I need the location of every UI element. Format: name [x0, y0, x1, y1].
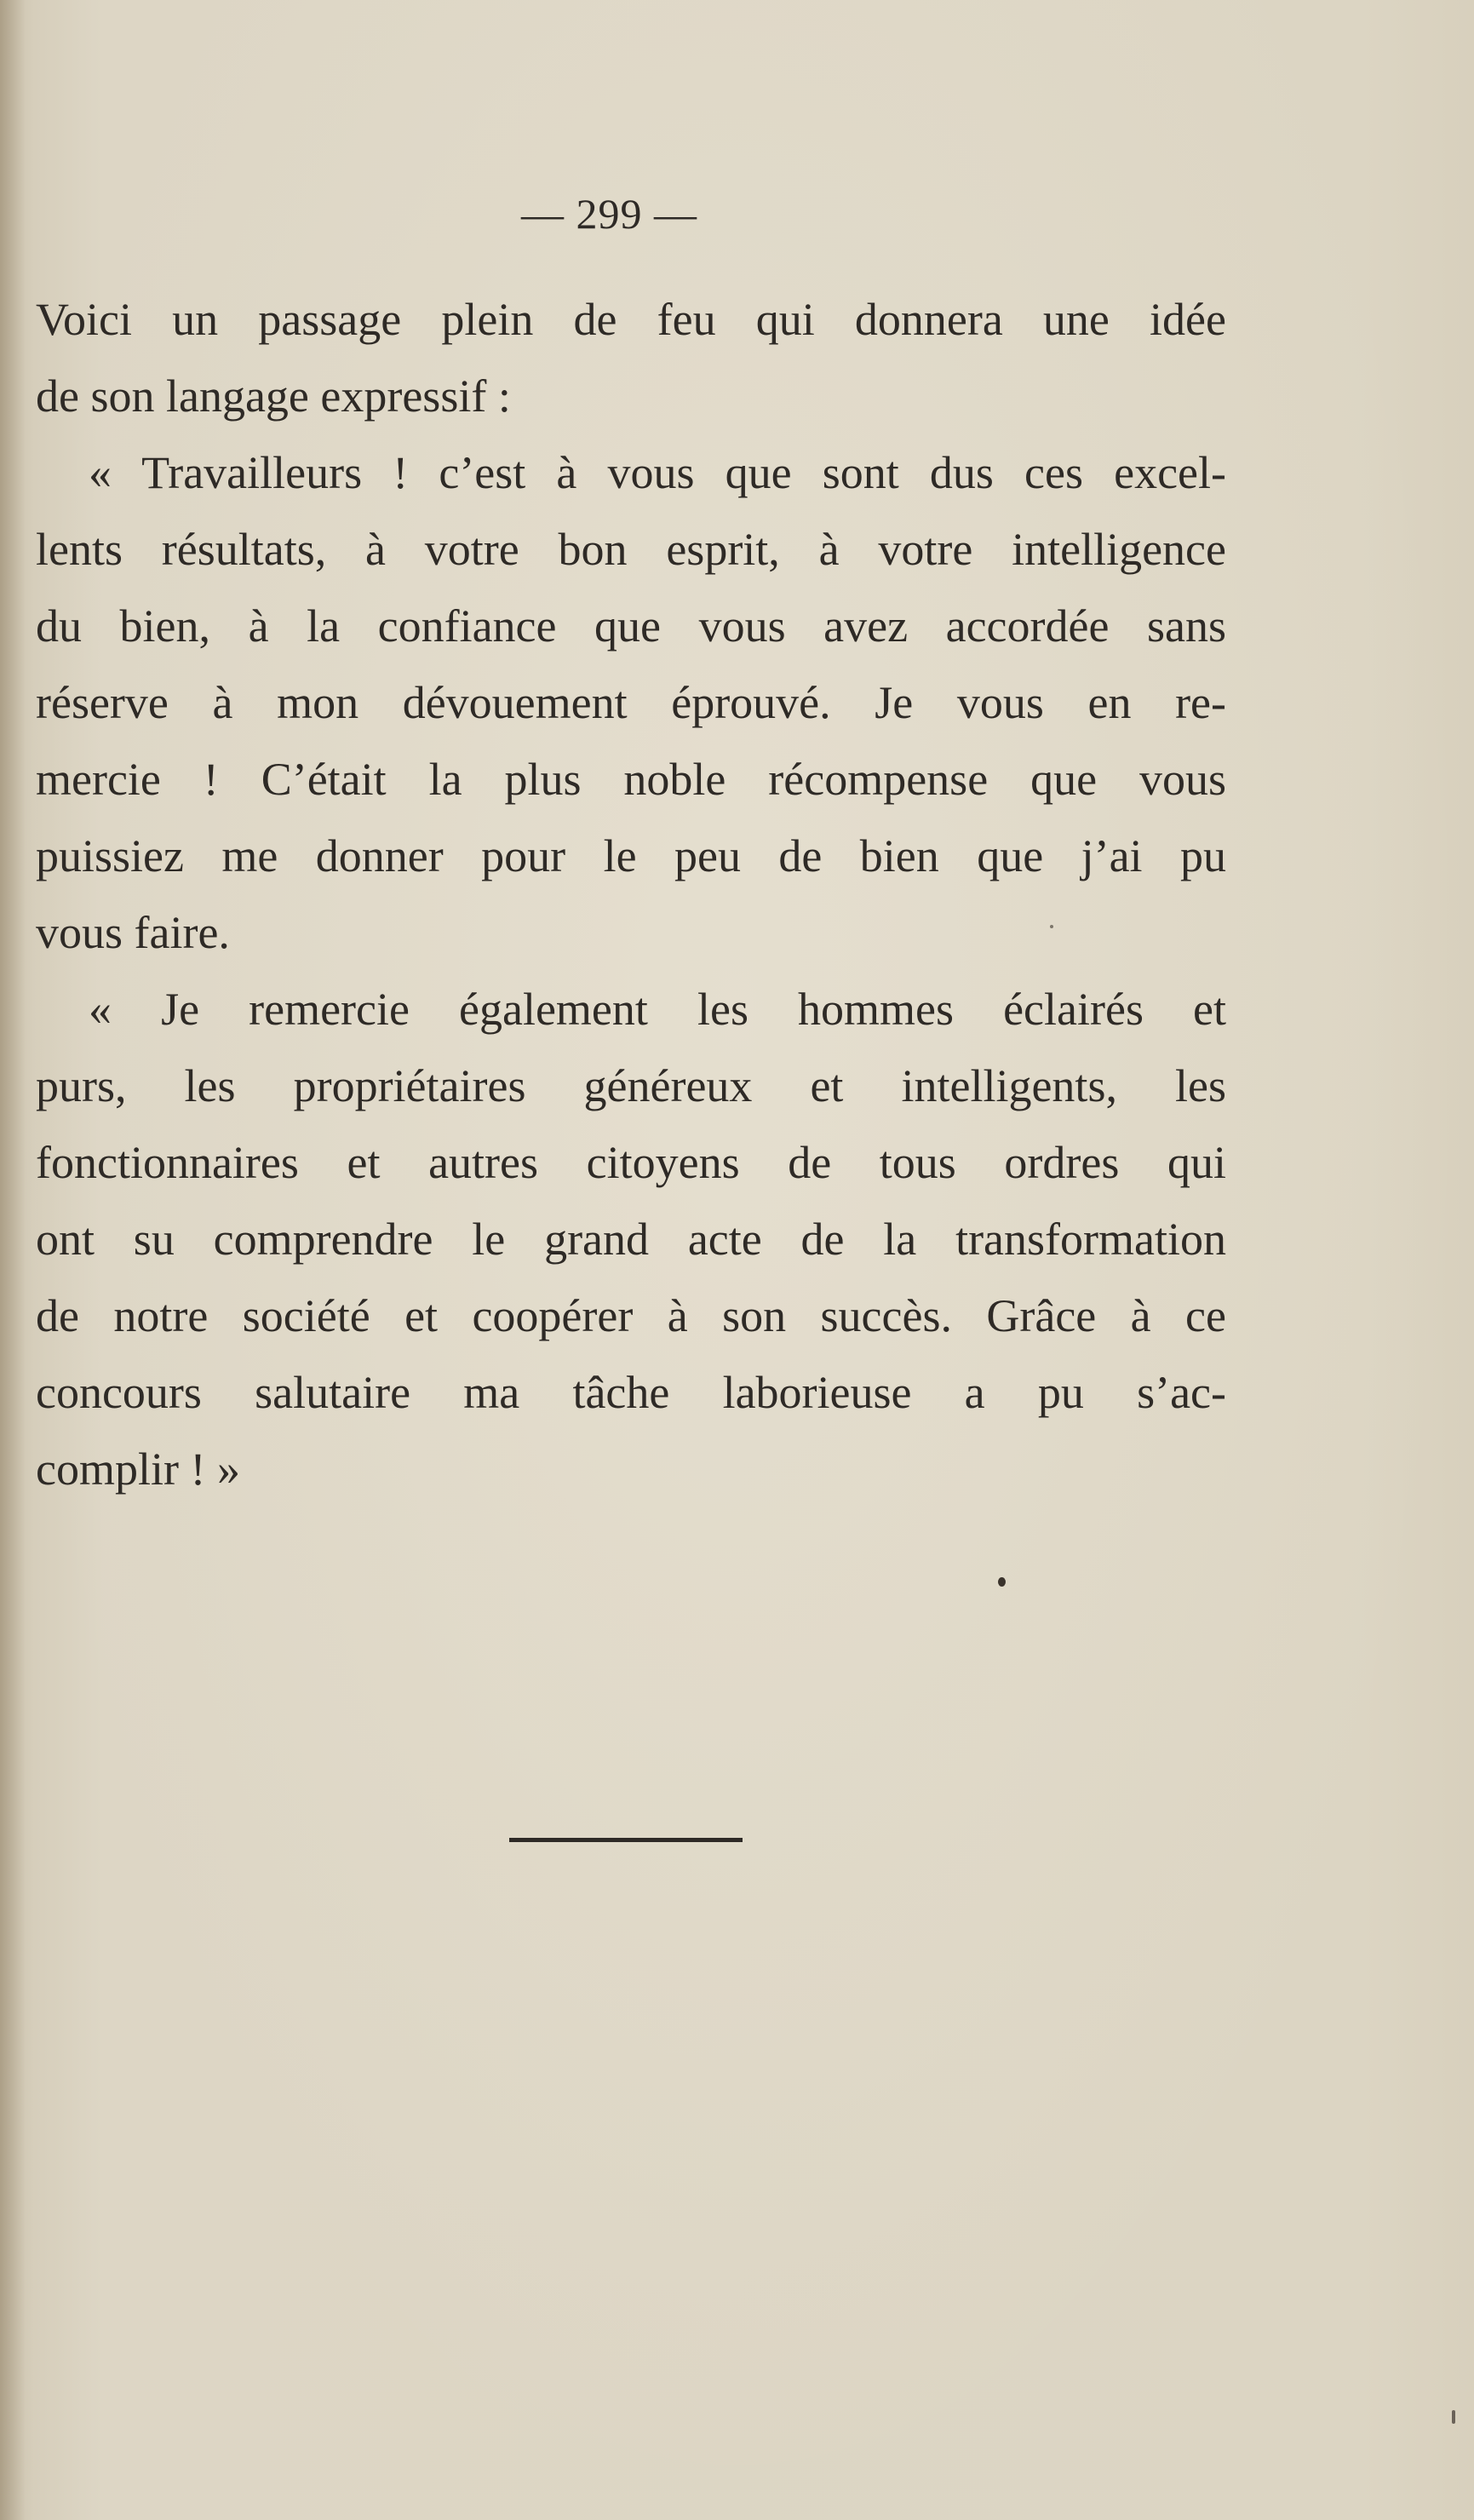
section-divider-rule: [509, 1838, 743, 1842]
body-text: [36, 281, 1226, 1507]
text-line: de son langage expressif :: [36, 370, 511, 422]
text-line: lents résultats, à votre bon esprit, à votre intelligence: [36, 524, 1226, 575]
text-line: fonctionnaires et autres citoyens de tous ordres qui: [36, 1137, 1226, 1188]
text-line: du bien, à la confiance que vous avez accordée sans: [36, 600, 1226, 652]
text-line: concours salutaire ma tâche laborieuse a pu s’ac-: [36, 1367, 1226, 1418]
text-line: Voici un passage plein de feu qui donnera une idée: [36, 294, 1226, 345]
text-line: puissiez me donner pour le peu de bien que j’ai pu: [36, 830, 1226, 881]
ink-speck: [1452, 2410, 1455, 2424]
page-number-label: — 299 —: [521, 190, 697, 238]
ink-speck: [1050, 925, 1053, 928]
text-line: purs, les propriétaires généreux et intelligents, les: [36, 1060, 1226, 1111]
ink-speck: [998, 1577, 1006, 1587]
text-line: « Je remercie également les hommes éclairés et: [89, 984, 1226, 1035]
text-line: réserve à mon dévouement éprouvé. Je vous en re-: [36, 677, 1226, 728]
text-line: mercie ! C’était la plus noble récompense que vous: [36, 754, 1226, 805]
text-line: complir ! »: [36, 1444, 240, 1495]
text-line: de notre société et coopérer à son succès. Grâce à ce: [36, 1290, 1226, 1341]
text-line: vous faire.: [36, 907, 230, 958]
text-line: ont su comprendre le grand acte de la transformation: [36, 1214, 1226, 1265]
spine-shadow: [0, 0, 26, 2520]
text-line: « Travailleurs ! c’est à vous que sont dus ces excel-: [89, 447, 1226, 498]
